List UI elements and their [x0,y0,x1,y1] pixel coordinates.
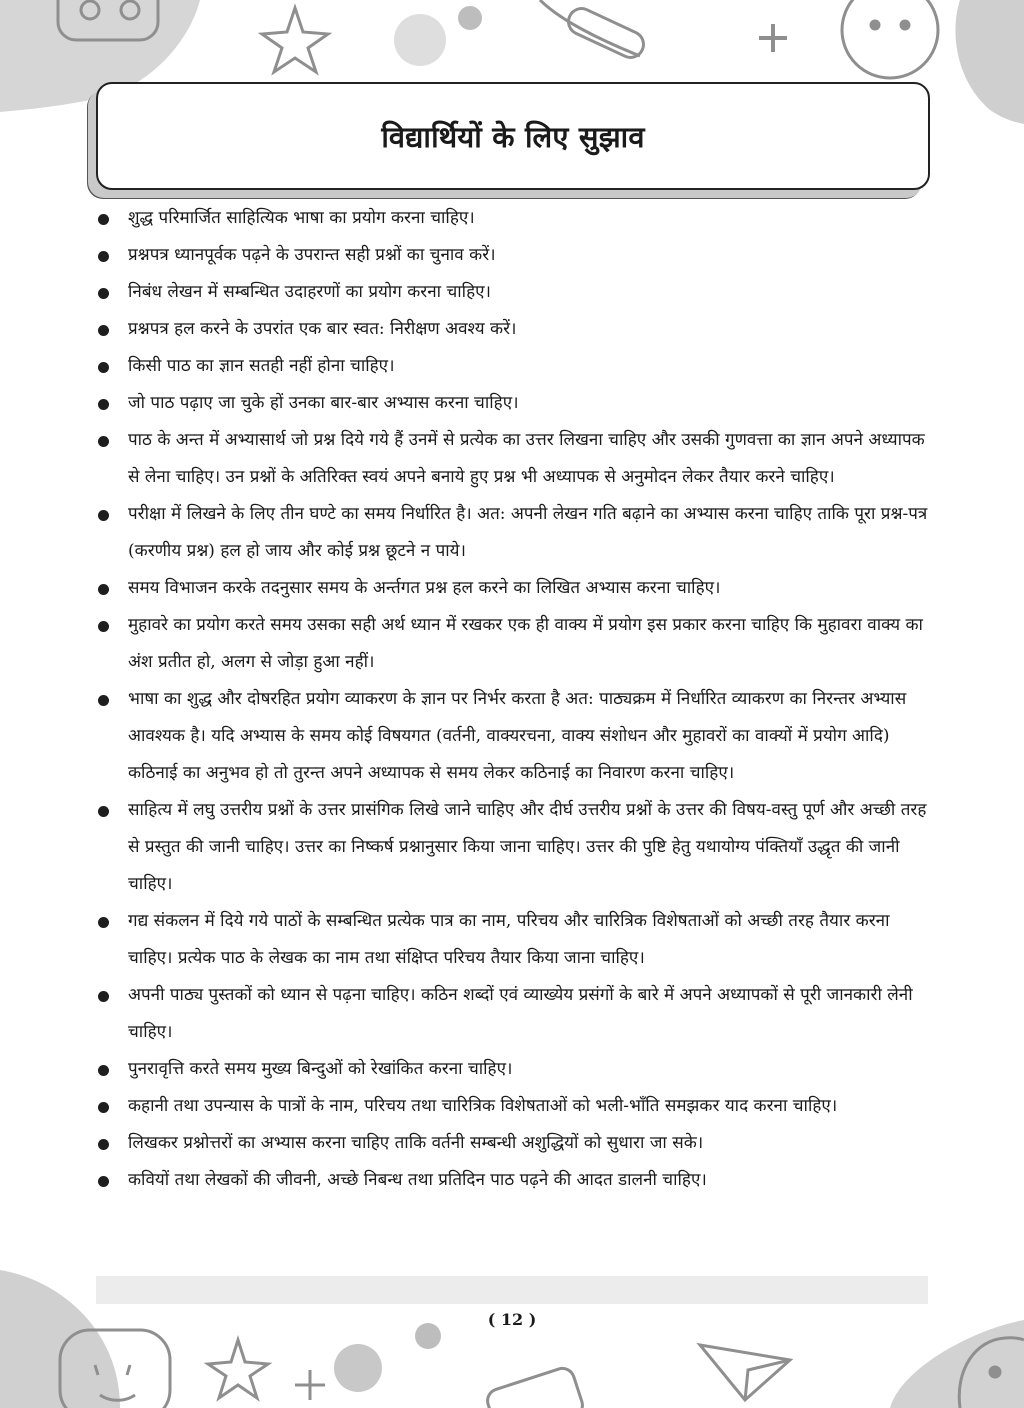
suggestion-text: किसी पाठ का ज्ञान सतही नहीं होना चाहिए। [128,356,395,376]
list-item [96,792,932,903]
list-item [96,348,932,385]
suggestion-text: समय विभाजन करके तदनुसार समय के अर्न्तगत प्रश्न हल करने का लिखित अभ्यास करना चाहिए। [128,578,721,598]
suggestion-text: अपनी पाठ्य पुस्तकों को ध्यान से पढ़ना चाहिए। कठिन शब्दों एवं व्याख्येय प्रसंगों के बारे में अपने अध्यापकों से पूरी जानकारी लेनी चाहिए। [128,985,913,1042]
list-item [96,496,932,570]
bullet-icon [98,621,109,632]
bullet-icon [98,1065,109,1076]
list-item [96,681,932,792]
suggestion-text: प्रश्नपत्र हल करने के उपरांत एक बार स्वत: निरीक्षण अवश्य करें। [128,319,517,339]
list-item [96,1051,932,1088]
bullet-icon [98,695,109,706]
bullet-icon [98,510,109,521]
suggestion-text: प्रश्नपत्र ध्यानपूर्वक पढ़ने के उपरान्त सही प्रश्नों का चुनाव करें। [128,245,496,265]
suggestion-text: शुद्ध परिमार्जित साहित्यिक भाषा का प्रयोग करना चाहिए। [128,208,475,228]
bullet-icon [98,325,109,336]
list-item [96,607,932,681]
list-item [96,977,932,1051]
suggestion-text: परीक्षा में लिखने के लिए तीन घण्टे का समय निर्धारित है। अत: अपनी लेखन गति बढ़ाने का अभ्यास करना चाहिए ताकि पूरा प्रश्न-पत्र (करणीय प्रश्न) हल हो जाय और कोई प्रश्न छूटने न पाये। [128,504,928,561]
bullet-icon [98,806,109,817]
bullet-icon [98,584,109,595]
suggestion-text: गद्य संकलन में दिये गये पाठों के सम्बन्धित प्रत्येक पात्र का नाम, परिचय और चारित्रिक विशेषताओं को अच्छी तरह तैयार करना चाहिए। प्रत्येक पाठ के लेखक का नाम तथा संक्षिप्त परिचय तैयार किया जाना चाहिए। [128,911,890,968]
suggestion-text: पाठ के अन्त में अभ्यासार्थ जो प्रश्न दिये गये हैं उनमें से प्रत्येक का उत्तर लिखना चाहिए और उसकी गुणवत्ता का ज्ञान अपने अध्यापक से लेना चाहिए। उन प्रश्नों के अतिरिक्त स्वयं अपने बनाये हुए प्रश्न भी अध्यापक से अनुमोदन लेकर तैयार करने चाहिए। [128,430,925,487]
bullet-icon [98,436,109,447]
bullet-icon [98,399,109,410]
bullet-icon [98,1102,109,1113]
bullet-icon [98,362,109,373]
bullet-icon [98,251,109,262]
list-item [96,237,932,274]
page-number: ( 12 ) [487,1310,537,1329]
suggestion-list [96,200,932,1199]
bullet-icon [98,1139,109,1150]
suggestion-text: निबंध लेखन में सम्बन्धित उदाहरणों का प्रयोग करना चाहिए। [128,282,491,302]
list-item [96,200,932,237]
list-item [96,274,932,311]
suggestion-text: लिखकर प्रश्नोत्तरों का अभ्यास करना चाहिए ताकि वर्तनी सम्बन्धी अशुद्धियों को सुधारा जा सके। [128,1133,704,1153]
list-item [96,385,932,422]
suggestion-text: साहित्य में लघु उत्तरीय प्रश्नों के उत्तर प्रासंगिक लिखे जाने चाहिए और दीर्घ उत्तरीय प्रश्नों के उत्तर की विषय-वस्तु पूर्ण और अच्छी तरह से प्रस्तुत की जानी चाहिए। उत्तर का निष्कर्ष प्रश्नानुसार किया जाना चाहिए। उत्तर की पुष्टि हेतु यथायोग्य पंक्तियाँ उद्धृत की जानी चाहिए। [128,800,927,894]
list-item [96,1162,932,1199]
bullet-icon [98,288,109,299]
suggestion-text: कहानी तथा उपन्यास के पात्रों के नाम, परिचय तथा चारित्रिक विशेषताओं को भली-भाँति समझकर याद करना चाहिए। [128,1096,838,1116]
list-item [96,903,932,977]
footer-bar [96,1276,928,1304]
suggestion-text: कवियों तथा लेखकों की जीवनी, अच्छे निबन्ध तथा प्रतिदिन पाठ पढ़ने की आदत डालनी चाहिए। [128,1170,707,1190]
page-title: विद्यार्थियों के लिए सुझाव [381,119,645,154]
bullet-icon [98,214,109,225]
title-box [96,82,930,190]
bullet-icon [98,1176,109,1187]
suggestion-text: जो पाठ पढ़ाए जा चुके हों उनका बार-बार अभ्यास करना चाहिए। [128,393,519,413]
list-item [96,1125,932,1162]
suggestion-text: पुनरावृत्ति करते समय मुख्य बिन्दुओं को रेखांकित करना चाहिए। [128,1059,513,1079]
list-item [96,311,932,348]
list-item [96,422,932,496]
list-item [96,570,932,607]
bullet-icon [98,991,109,1002]
list-item [96,1088,932,1125]
bullet-icon [98,917,109,928]
suggestion-text: भाषा का शुद्ध और दोषरहित प्रयोग व्याकरण के ज्ञान पर निर्भर करता है अत: पाठ्यक्रम में निर्धारित व्याकरण का निरन्तर अभ्यास आवश्यक है। यदि अभ्यास के समय कोई विषयगत (वर्तनी, वाक्यरचना, वाक्य संशोधन और मुहावरों का वाक्यों में प्रयोग आदि) कठिनाई का अनुभव हो तो तुरन्त अपने अध्यापक से समय लेकर कठिनाई का निवारण करना चाहिए। [128,689,907,783]
suggestion-text: मुहावरे का प्रयोग करते समय उसका सही अर्थ ध्यान में रखकर एक ही वाक्य में प्रयोग इस प्रकार करना चाहिए कि मुहावरा वाक्य का अंश प्रतीत हो, अलग से जोड़ा हुआ नहीं। [128,615,923,672]
